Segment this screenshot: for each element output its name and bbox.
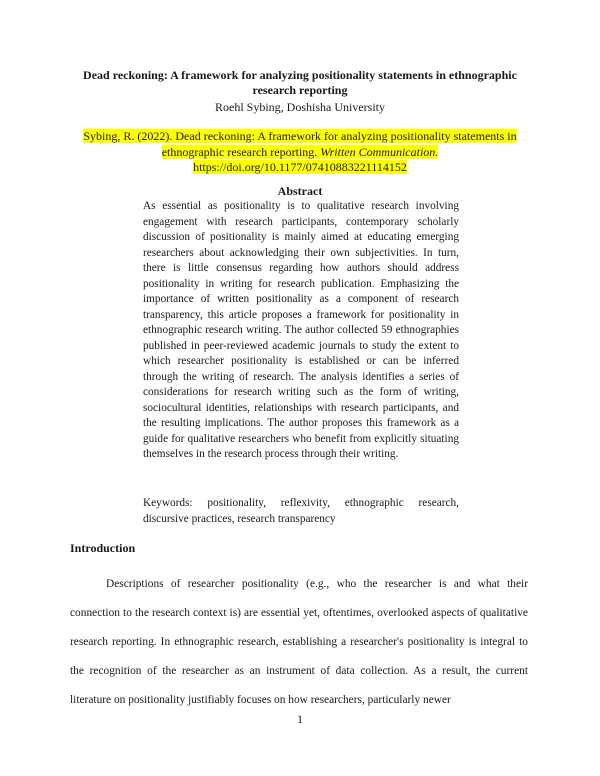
abstract-heading: Abstract <box>277 184 323 198</box>
citation-block <box>70 129 530 176</box>
citation-doi: https://doi.org/10.1177/07410883221114152 <box>193 160 407 174</box>
citation-journal <box>320 145 438 159</box>
introduction-paragraph: Descriptions of researcher positionality (e.g., who the researcher is and what their connection to the research context is) are essential yet, oftentimes, overlooked aspects of qualitative research reporting. In ethnographic research, establishing a researcher's positionality is integral to the recognition of the researcher as an instrument of data collection. As a result, the current literature on positionality justifiably focuses on how researchers, particularly newer <box>70 578 528 706</box>
author-affiliation: Roehl Sybing, Doshisha University <box>215 100 385 114</box>
introduction-heading: Introduction <box>70 541 136 555</box>
page-number: 1 <box>297 712 303 726</box>
keywords: Keywords: positionality, reflexivity, ethnographic research, discursive practices, research transparency <box>143 497 459 525</box>
citation-journal-name: Written Communication. <box>320 144 439 159</box>
abstract-text: As essential as positionality is to qualitative research involving engagement with research participants, contemporary scholarly discussion of positionality is mainly aimed at educating emerging researchers about acknowledging their own subjectivities. In turn, there is little consensus regarding how authors should address positionality in writing for research publication. Emphasizing the importance of written positionality as a component of research transparency, this article proposes a framework for positionality in ethnographic research writing. The author collected 59 ethnographies published in peer-reviewed academic journals to study the extent to which researcher positionality is established or can be inferred through the writing of research. The analysis identifies a series of considerations for research writing such as the form of writing, sociocultural identities, relationships with research participants, and the resulting implications. The author proposes this framework as a guide for qualitative researchers who benefit from explicitly situating themselves in the research process through their writing. <box>143 200 459 460</box>
paper-title: Dead reckoning: A framework for analyzing positionality statements in ethnographic research reporting <box>83 68 517 97</box>
citation-text: Sybing, R. (2022). Dead reckoning: A framework for analyzing positionality statements in ethnographic research reporting. <box>83 129 517 159</box>
